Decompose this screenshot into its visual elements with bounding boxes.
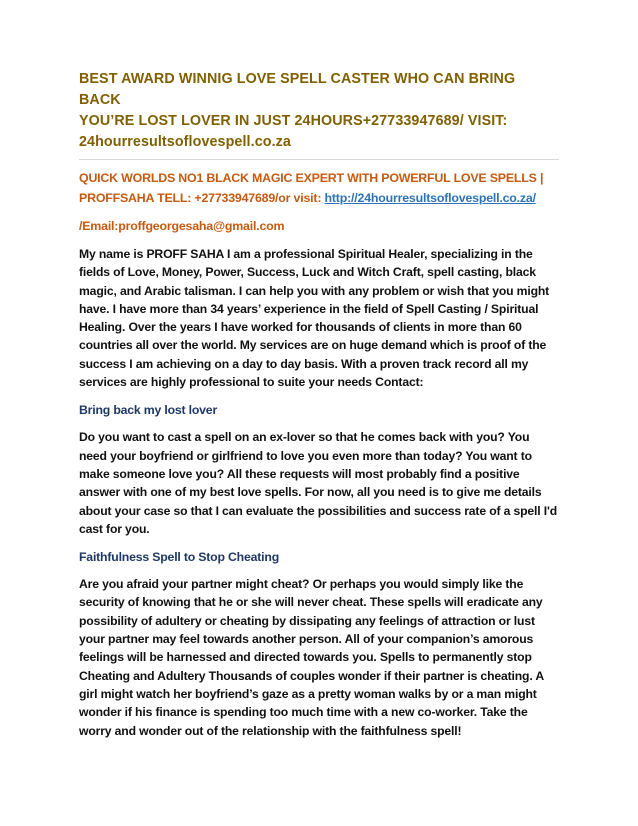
document-title xyxy=(79,69,559,153)
subtitle-line-1: QUICK WORLDS NO1 BLACK MAGIC EXPERT WITH POWERFUL LOVE SPELLS | xyxy=(79,171,544,185)
title-divider xyxy=(79,159,559,160)
title-line-1: BEST AWARD WINNIG LOVE SPELL CASTER WHO CAN BRING BACK xyxy=(79,71,516,108)
title-line-2: YOU’RE LOST LOVER IN JUST 24HOURS+27733947689/ VISIT: xyxy=(79,113,508,129)
document-content xyxy=(79,69,559,740)
intro-paragraph: My name is PROFF SAHA I am a professional Spiritual Healer, specializing in the fields of Love, Money, Power, Success, Luck and Witch Craft, spell casting, black magic, and Arabic talisman. I can help you with any problem or wish that you might have. I have more than 34 years’ experience in the field of Spell Casting / Spiritual Healing. Over the years I have worked for thousands of clients in more than 60 countries all over the world. My services are on huge demand which is proof of the success I am achieving on a day to day basis. With a proven track record all my services are highly professional to suite your needs Contact: xyxy=(79,247,550,390)
subtitle xyxy=(79,168,559,208)
section-heading-faithfulness-spell: Faithfulness Spell to Stop Cheating xyxy=(79,550,280,565)
title-line-3: 24hourresultsoflovespell.co.za xyxy=(79,134,291,150)
website-link[interactable]: http://24hourresultsoflovespell.co.za/ xyxy=(324,191,536,205)
section-heading-bring-back-lover: Bring back my lost lover xyxy=(79,403,218,418)
section-body-faithfulness-spell: Are you afraid your partner might cheat? Or perhaps you would simply like the security of knowing that he or she will never cheat. These spells will eradicate any possibility of adultery or cheating by dissipating any feelings of attraction or lust your partner may feel towards another person. All of your companion’s amorous feelings will be harnessed and directed towards you. Spells to permanently stop Cheating and Adultery Thousands of couples wonder if their partner is cheating. A girl might watch her boyfriend’s gaze as a pretty woman walks by or a man might wonder if his finance is spending too much time with a new co-worker. Take the worry and wonder out of the relationship with the faithfulness spell! xyxy=(79,577,544,738)
subtitle-contact: PROFFSAHA TELL: +27733947689/or visit: xyxy=(79,191,325,205)
section-body-bring-back-lover: Do you want to cast a spell on an ex-lover so that he comes back with you? You need your boyfriend or girlfriend to love you even more than today? You want to make someone love you? All these requests will most probably find a positive answer with one of my best love spells. For now, all you need is to give me details about your case so that I can evaluate the possibilities and success rate of a spell I'd cast for you. xyxy=(79,430,558,536)
email-line: /Email:proffgeorgesaha@gmail.com xyxy=(79,219,285,233)
